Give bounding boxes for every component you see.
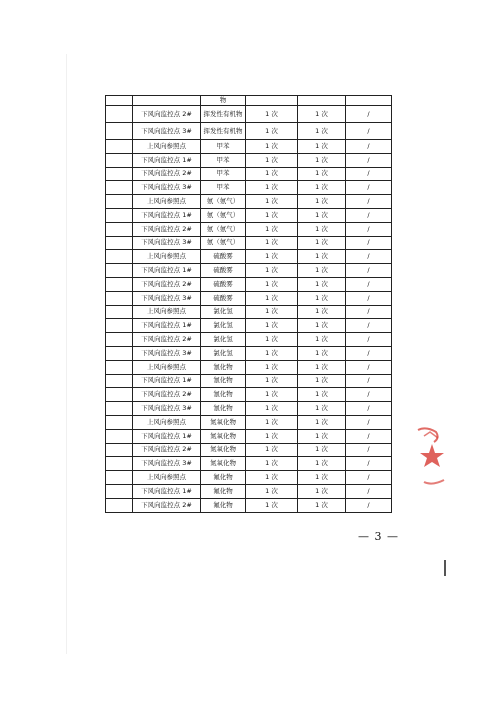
freq-cell: 1 次 — [246, 498, 298, 512]
point-cell — [133, 96, 201, 106]
note-cell: / — [346, 305, 392, 319]
category-cell — [106, 443, 133, 457]
note-cell: / — [346, 319, 392, 333]
factor-cell: 氟化物 — [201, 498, 246, 512]
note-cell: / — [346, 360, 392, 374]
freq-cell: 1 次 — [246, 264, 298, 278]
factor-cell: 氨（氨气） — [201, 222, 246, 236]
count-cell: 1 次 — [298, 195, 346, 209]
note-cell: / — [346, 208, 392, 222]
note-cell: / — [346, 250, 392, 264]
category-cell — [106, 153, 133, 167]
category-cell — [106, 264, 133, 278]
category-cell — [106, 457, 133, 471]
count-cell: 1 次 — [298, 374, 346, 388]
count-cell: 1 次 — [298, 106, 346, 123]
point-cell: 上风向参照点 — [133, 305, 201, 319]
note-cell: / — [346, 140, 392, 154]
count-cell: 1 次 — [298, 484, 346, 498]
factor-cell: 挥发性有机物 — [201, 106, 246, 123]
factor-cell: 氮氧化物 — [201, 429, 246, 443]
table-row — [106, 443, 392, 457]
table-row — [106, 123, 392, 140]
note-cell — [346, 96, 392, 106]
note-cell: / — [346, 123, 392, 140]
category-cell — [106, 236, 133, 250]
page-number: — 3 — — [358, 530, 399, 543]
count-cell: 1 次 — [298, 208, 346, 222]
table-row — [106, 484, 392, 498]
point-cell: 上风向参照点 — [133, 471, 201, 485]
note-cell: / — [346, 457, 392, 471]
category-cell — [106, 277, 133, 291]
count-cell: 1 次 — [298, 319, 346, 333]
count-cell: 1 次 — [298, 429, 346, 443]
factor-cell: 氯化氢 — [201, 346, 246, 360]
category-cell — [106, 123, 133, 140]
count-cell: 1 次 — [298, 457, 346, 471]
point-cell: 下风向监控点 3# — [133, 181, 201, 195]
margin-mark — [444, 560, 446, 576]
point-cell: 下风向监控点 3# — [133, 291, 201, 305]
table-row — [106, 429, 392, 443]
point-cell: 下风向监控点 2# — [133, 443, 201, 457]
table-row — [106, 402, 392, 416]
table-row — [106, 346, 392, 360]
factor-cell: 氰化物 — [201, 374, 246, 388]
table-row — [106, 374, 392, 388]
point-cell: 下风向监控点 3# — [133, 457, 201, 471]
note-cell: / — [346, 498, 392, 512]
table-row — [106, 195, 392, 209]
note-cell: / — [346, 264, 392, 278]
point-cell: 下风向监控点 1# — [133, 429, 201, 443]
point-cell: 下风向监控点 1# — [133, 374, 201, 388]
point-cell: 下风向监控点 3# — [133, 236, 201, 250]
point-cell: 下风向监控点 2# — [133, 222, 201, 236]
category-cell — [106, 195, 133, 209]
count-cell: 1 次 — [298, 140, 346, 154]
table-row — [106, 264, 392, 278]
table-row — [106, 236, 392, 250]
factor-cell: 物 — [201, 96, 246, 106]
category-cell — [106, 415, 133, 429]
count-cell: 1 次 — [298, 291, 346, 305]
factor-cell: 甲苯 — [201, 153, 246, 167]
table-row — [106, 208, 392, 222]
note-cell: / — [346, 484, 392, 498]
freq-cell: 1 次 — [246, 181, 298, 195]
table-row — [106, 415, 392, 429]
freq-cell: 1 次 — [246, 167, 298, 181]
count-cell: 1 次 — [298, 471, 346, 485]
note-cell: / — [346, 195, 392, 209]
factor-cell: 挥发性有机物 — [201, 123, 246, 140]
point-cell: 上风向参照点 — [133, 360, 201, 374]
point-cell: 下风向监控点 1# — [133, 264, 201, 278]
monitoring-table — [105, 95, 392, 513]
count-cell: 1 次 — [298, 181, 346, 195]
freq-cell: 1 次 — [246, 195, 298, 209]
factor-cell: 氮氧化物 — [201, 415, 246, 429]
category-cell — [106, 429, 133, 443]
count-cell: 1 次 — [298, 250, 346, 264]
count-cell — [298, 96, 346, 106]
freq-cell: 1 次 — [246, 236, 298, 250]
point-cell: 下风向监控点 2# — [133, 333, 201, 347]
category-cell — [106, 360, 133, 374]
freq-cell — [246, 96, 298, 106]
category-cell — [106, 402, 133, 416]
note-cell: / — [346, 181, 392, 195]
point-cell: 上风向参照点 — [133, 140, 201, 154]
freq-cell: 1 次 — [246, 360, 298, 374]
factor-cell: 氰化物 — [201, 388, 246, 402]
point-cell: 下风向监控点 2# — [133, 167, 201, 181]
table-row — [106, 457, 392, 471]
category-cell — [106, 471, 133, 485]
factor-cell: 氰化物 — [201, 360, 246, 374]
note-cell: / — [346, 374, 392, 388]
table-row — [106, 106, 392, 123]
freq-cell: 1 次 — [246, 388, 298, 402]
point-cell: 下风向监控点 2# — [133, 388, 201, 402]
table-row — [106, 277, 392, 291]
factor-cell: 硫酸雾 — [201, 291, 246, 305]
freq-cell: 1 次 — [246, 471, 298, 485]
count-cell: 1 次 — [298, 167, 346, 181]
freq-cell: 1 次 — [246, 106, 298, 123]
freq-cell: 1 次 — [246, 250, 298, 264]
count-cell: 1 次 — [298, 346, 346, 360]
count-cell: 1 次 — [298, 153, 346, 167]
category-cell — [106, 319, 133, 333]
category-cell — [106, 388, 133, 402]
category-cell — [106, 222, 133, 236]
point-cell: 下风向监控点 1# — [133, 484, 201, 498]
factor-cell: 氰化物 — [201, 402, 246, 416]
freq-cell: 1 次 — [246, 457, 298, 471]
official-seal-icon — [410, 424, 450, 490]
point-cell: 上风向参照点 — [133, 250, 201, 264]
category-cell — [106, 484, 133, 498]
point-cell: 下风向监控点 1# — [133, 208, 201, 222]
count-cell: 1 次 — [298, 333, 346, 347]
freq-cell: 1 次 — [246, 484, 298, 498]
count-cell: 1 次 — [298, 498, 346, 512]
point-cell: 下风向监控点 2# — [133, 498, 201, 512]
count-cell: 1 次 — [298, 415, 346, 429]
note-cell: / — [346, 167, 392, 181]
freq-cell: 1 次 — [246, 208, 298, 222]
point-cell: 下风向监控点 3# — [133, 346, 201, 360]
count-cell: 1 次 — [298, 388, 346, 402]
table-row — [106, 153, 392, 167]
point-cell: 下风向监控点 2# — [133, 277, 201, 291]
freq-cell: 1 次 — [246, 153, 298, 167]
factor-cell: 硫酸雾 — [201, 250, 246, 264]
table-row — [106, 181, 392, 195]
note-cell: / — [346, 402, 392, 416]
note-cell: / — [346, 415, 392, 429]
category-cell — [106, 167, 133, 181]
note-cell: / — [346, 333, 392, 347]
table-row — [106, 498, 392, 512]
factor-cell: 氨（氨气） — [201, 195, 246, 209]
note-cell: / — [346, 388, 392, 402]
table-row — [106, 250, 392, 264]
category-cell — [106, 346, 133, 360]
point-cell: 下风向监控点 2# — [133, 106, 201, 123]
factor-cell: 甲苯 — [201, 167, 246, 181]
factor-cell: 氨（氨气） — [201, 236, 246, 250]
freq-cell: 1 次 — [246, 402, 298, 416]
category-cell — [106, 291, 133, 305]
freq-cell: 1 次 — [246, 333, 298, 347]
count-cell: 1 次 — [298, 264, 346, 278]
note-cell: / — [346, 153, 392, 167]
factor-cell: 甲苯 — [201, 181, 246, 195]
count-cell: 1 次 — [298, 402, 346, 416]
freq-cell: 1 次 — [246, 346, 298, 360]
freq-cell: 1 次 — [246, 123, 298, 140]
count-cell: 1 次 — [298, 123, 346, 140]
category-cell — [106, 250, 133, 264]
category-cell — [106, 374, 133, 388]
note-cell: / — [346, 222, 392, 236]
category-cell — [106, 208, 133, 222]
category-cell — [106, 305, 133, 319]
factor-cell: 甲苯 — [201, 140, 246, 154]
point-cell: 下风向监控点 3# — [133, 402, 201, 416]
factor-cell: 氯化氢 — [201, 305, 246, 319]
note-cell: / — [346, 346, 392, 360]
freq-cell: 1 次 — [246, 429, 298, 443]
freq-cell: 1 次 — [246, 374, 298, 388]
category-cell — [106, 106, 133, 123]
factor-cell: 氮氧化物 — [201, 443, 246, 457]
count-cell: 1 次 — [298, 305, 346, 319]
table-row — [106, 291, 392, 305]
category-cell — [106, 140, 133, 154]
factor-cell: 氯化氢 — [201, 333, 246, 347]
factor-cell: 氟化物 — [201, 471, 246, 485]
table-row — [106, 305, 392, 319]
factor-cell: 硫酸雾 — [201, 277, 246, 291]
table-row — [106, 388, 392, 402]
freq-cell: 1 次 — [246, 443, 298, 457]
table-row — [106, 360, 392, 374]
note-cell: / — [346, 277, 392, 291]
count-cell: 1 次 — [298, 236, 346, 250]
table-body — [106, 96, 392, 513]
note-cell: / — [346, 106, 392, 123]
freq-cell: 1 次 — [246, 140, 298, 154]
freq-cell: 1 次 — [246, 415, 298, 429]
count-cell: 1 次 — [298, 443, 346, 457]
note-cell: / — [346, 429, 392, 443]
point-cell: 上风向参照点 — [133, 415, 201, 429]
category-cell — [106, 498, 133, 512]
factor-cell: 硫酸雾 — [201, 264, 246, 278]
factor-cell: 氨（氨气） — [201, 208, 246, 222]
count-cell: 1 次 — [298, 222, 346, 236]
freq-cell: 1 次 — [246, 222, 298, 236]
factor-cell: 氮氧化物 — [201, 457, 246, 471]
note-cell: / — [346, 471, 392, 485]
table-row — [106, 471, 392, 485]
category-cell — [106, 181, 133, 195]
point-cell: 下风向监控点 1# — [133, 153, 201, 167]
freq-cell: 1 次 — [246, 319, 298, 333]
table-row — [106, 140, 392, 154]
table-row-continued — [106, 96, 392, 106]
table-row — [106, 319, 392, 333]
table-row — [106, 333, 392, 347]
point-cell: 下风向监控点 3# — [133, 123, 201, 140]
table-row — [106, 222, 392, 236]
note-cell: / — [346, 291, 392, 305]
count-cell: 1 次 — [298, 277, 346, 291]
category-cell — [106, 96, 133, 106]
point-cell: 上风向参照点 — [133, 195, 201, 209]
note-cell: / — [346, 443, 392, 457]
note-cell: / — [346, 236, 392, 250]
point-cell: 下风向监控点 1# — [133, 319, 201, 333]
freq-cell: 1 次 — [246, 291, 298, 305]
scan-edge-line — [66, 54, 67, 654]
table-row — [106, 167, 392, 181]
factor-cell: 氟化物 — [201, 484, 246, 498]
factor-cell: 氯化氢 — [201, 319, 246, 333]
freq-cell: 1 次 — [246, 277, 298, 291]
count-cell: 1 次 — [298, 360, 346, 374]
freq-cell: 1 次 — [246, 305, 298, 319]
category-cell — [106, 333, 133, 347]
